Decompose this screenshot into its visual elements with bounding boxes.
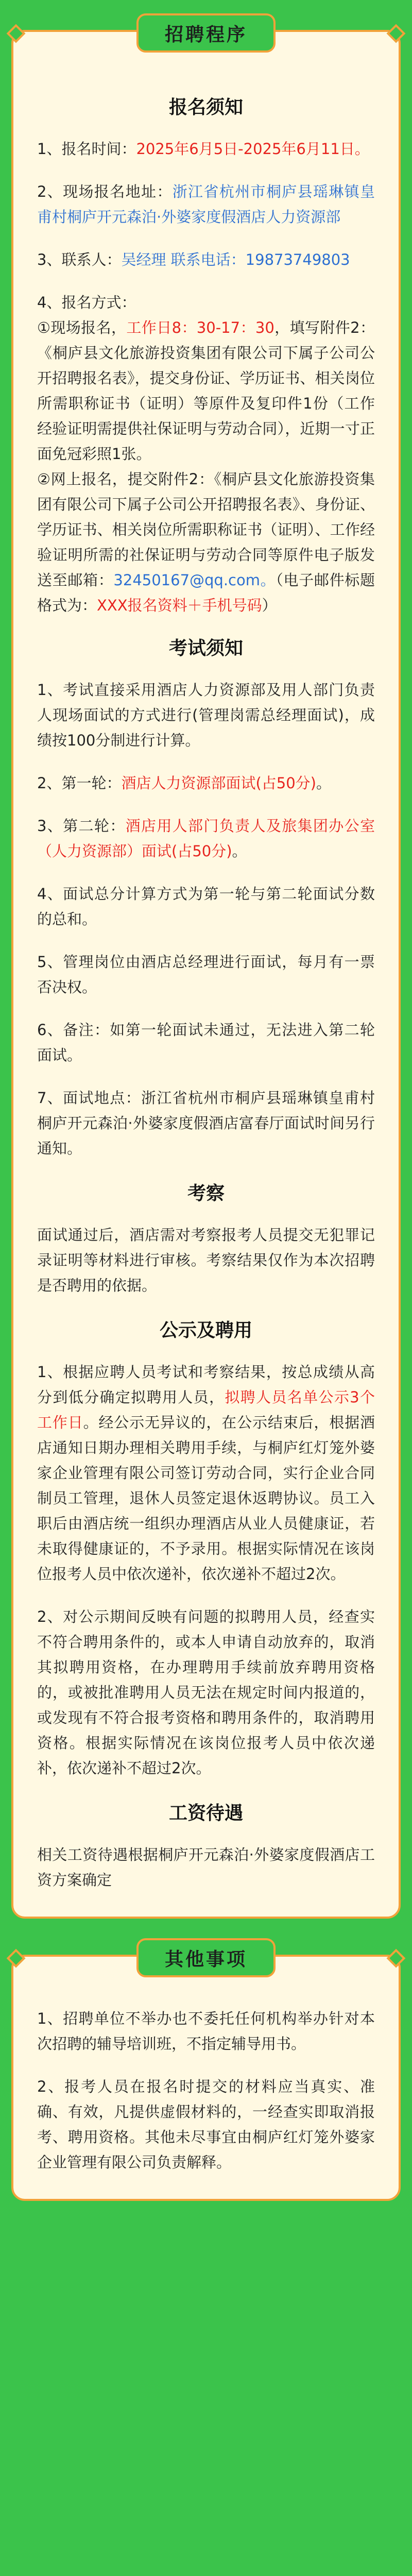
registration-address [37, 179, 375, 230]
section-title-review: 考察 [187, 1183, 225, 1204]
exam-item-3-label: 3、第二轮： [37, 817, 126, 835]
onsite-body: ，填写附件2：《桐庐县文化旅游投资集团有限公司下属子公司公开招聘报名表》，提交身份证、学历证书、相关岗位所需职称证书（证明）等原件及复印件1份（工作经验证明需提供社保证明与劳动合同），近期一寸正面免冠彩照1张。 [37, 319, 375, 463]
exam-item-3-end: 。 [232, 842, 247, 860]
email-note: （电子邮件标题格式为： [37, 571, 375, 614]
section-title-salary: 工资待遇 [168, 1803, 243, 1824]
address-label: 2、现场报名地址： [37, 183, 173, 200]
email-close: ） [262, 597, 277, 614]
registration-time [37, 137, 375, 162]
corner-decoration-right [387, 24, 406, 43]
exam-item-7: 7、面试地点：浙江省杭州市桐庐县瑶琳镇皇甫村桐庐开元森泊·外婆家度假酒店富春厅面试时间另行通知。 [37, 1089, 375, 1157]
online-body: ②网上报名，提交附件2：《桐庐县文化旅游投资集团有限公司下属子公司公开招聘报名表》、身份证、学历证书、相关岗位所需职称证书（证明）、工作经验证明所需的社保证明与劳动合同等原件电子版发送至邮箱： [37, 470, 375, 589]
exam-item-1: 1、考试直接采用酒店人力资源部及用人部门负责人现场面试的方式进行(管理岗需总经理面试)，成绩按100分制进行计算。 [37, 681, 375, 749]
exam-item-2 [37, 771, 375, 796]
contact-info [37, 247, 375, 273]
exam-item-5: 5、管理岗位由酒店总经理进行面试，每月有一票否决权。 [37, 953, 375, 996]
publicity-item-1-highlight: 拟聘人员名单公示3个工作日 [37, 1388, 375, 1431]
contact-label: 3、联系人： [37, 251, 122, 268]
card-header-title: 招聘程序 [164, 24, 247, 45]
email-link[interactable]: 32450167@qq.com。 [113, 571, 276, 589]
recruitment-procedure-card [11, 24, 401, 1919]
card-header [136, 13, 276, 53]
publicity-item-2: 2、对公示期间反映有问题的拟聘用人员，经查实不符合聘用条件的，或本人申请自动放弃的，取消其拟聘用资格，在办理聘用手续前放弃聘用资格的，或被批准聘用人员无法在规定时间内报道的，或发现有不符合报考资格和聘用条件的，取消聘用资格。根据实际情况在该岗位报考人员中依次递补，依次递补不超过2次。 [37, 1608, 375, 1777]
section-title-exam: 考试须知 [168, 638, 243, 659]
exam-item-2-label: 2、第一轮： [37, 774, 122, 792]
email-format: XXX报名资料＋手机号码 [97, 597, 262, 614]
corner-decoration-left [7, 24, 26, 43]
contact-value: 吴经理 联系电话：19873749803 [121, 251, 350, 268]
corner-decoration-right [387, 1949, 406, 1968]
corner-decoration-left [7, 1949, 26, 1968]
exam-item-3-highlight: 酒店用人部门负责人及旅集团办公室（人力资源部）面试(占50分) [37, 817, 375, 860]
time-value: 2025年6月5日-2025年6月11日。 [136, 140, 370, 158]
time-label: 1、报名时间： [37, 140, 136, 158]
other-matters-card [11, 1948, 401, 2201]
exam-item-2-end: 。 [316, 774, 331, 792]
card-header [136, 1938, 276, 1977]
other-item-1: 1、招聘单位不举办也不委托任何机构举办针对本次招聘的辅导培训班，不指定辅导用书。 [37, 2010, 375, 2053]
exam-item-3 [37, 814, 375, 864]
exam-item-6: 6、备注：如第一轮面试未通过，无法进入第二轮面试。 [37, 1021, 375, 1064]
registration-method [37, 290, 375, 618]
section-title-registration: 报名须知 [168, 97, 243, 118]
publicity-item-1-a: 1、根据应聘人员考试和考察结果，按总成绩从高分到低分确定拟聘用人员， [37, 1363, 375, 1406]
onsite-time: 工作日8：30-17：30 [126, 319, 274, 336]
exam-item-4: 4、面试总分计算方式为第一轮与第二轮面试分数的总和。 [37, 885, 375, 928]
address-value: 浙江省杭州市桐庐县瑶琳镇皇甫村桐庐开元森泊·外婆家度假酒店人力资源部 [37, 183, 375, 226]
publicity-item-1-b: 。经公示无异议的，在公示结束后，根据酒店通知日期办理相关聘用手续，与桐庐红灯笼外婆家企业管理有限公司签订劳动合同，实行企业合同制员工管理，退休人员签定退休返聘协议。员工入职后由酒店统一组织办理酒店从业人员健康证，若未取得健康证的，不予录用。根据实际情况在该岗位报考人员中依次递补，依次递补不超过2次。 [37, 1414, 375, 1583]
section-title-publicity: 公示及聘用 [159, 1320, 252, 1341]
method-heading: 4、报名方式： [37, 294, 136, 311]
exam-item-2-highlight: 酒店人力资源部面试(占50分) [121, 774, 316, 792]
review-body: 面试通过后，酒店需对考察报考人员提交无犯罪记录证明等材料进行审核。考察结果仅作为本次招聘是否聘用的依据。 [37, 1226, 375, 1294]
salary-body: 相关工资待遇根据桐庐开元森泊·外婆家度假酒店工资方案确定 [37, 1846, 375, 1889]
card-header-title: 其他事项 [164, 1948, 247, 1970]
publicity-item-1 [37, 1360, 375, 1587]
other-item-2: 2、报考人员在报名时提交的材料应当真实、准确、有效，凡提供虚假材料的，一经查实即取消报考、聘用资格。其他未尽事宜由桐庐红灯笼外婆家企业管理有限公司负责解释。 [37, 2078, 375, 2171]
onsite-prefix: ①现场报名， [37, 319, 127, 336]
